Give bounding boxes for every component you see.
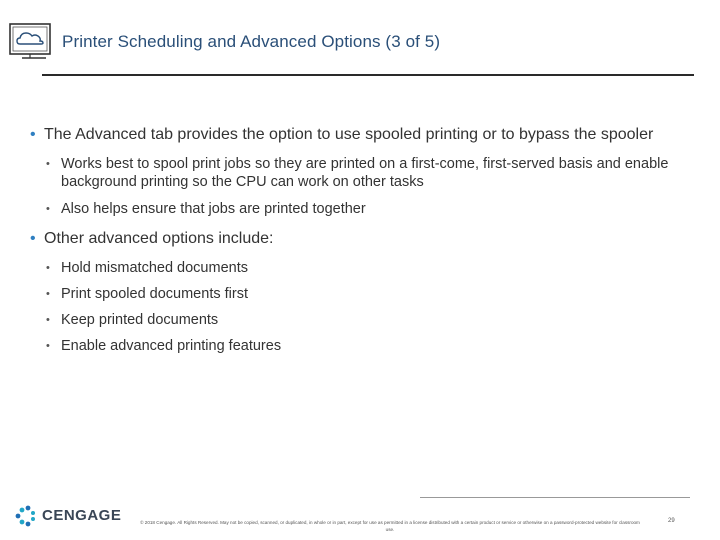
sub-bullet-text: Hold mismatched documents <box>61 260 248 276</box>
bullet-2-sublist <box>30 259 695 355</box>
sub-bullet-dot-icon: • <box>46 262 50 274</box>
sub-bullet <box>30 259 695 277</box>
copyright-notice: © 2018 Cengage. All Rights Reserved. May not be copied, scanned, or duplicated, in whole or in part, except for use as permitted in a license distributed with a certain product or service or otherwise on a password-protected website for classroom use. <box>140 520 640 532</box>
sub-bullet <box>30 311 695 329</box>
sub-bullet <box>30 155 695 191</box>
cloud-monitor-icon <box>8 22 54 64</box>
sub-bullet-dot-icon: • <box>46 203 50 215</box>
brand-logo <box>14 505 134 529</box>
sub-bullet-dot-icon: • <box>46 340 50 352</box>
sub-bullet-text: Also helps ensure that jobs are printed together <box>61 201 366 217</box>
sub-bullet <box>30 285 695 303</box>
sub-bullet-text: Print spooled documents first <box>61 286 248 302</box>
bullet-dot-icon: • <box>30 126 36 143</box>
sub-bullet-text: Keep printed documents <box>61 312 219 328</box>
sub-bullet-text: Enable advanced printing features <box>61 338 282 354</box>
bullet-2-text: Other advanced options include: <box>44 230 274 247</box>
sub-bullet-dot-icon: • <box>46 314 50 326</box>
slide-content <box>30 124 695 365</box>
footer-divider <box>420 497 690 498</box>
cengage-logo-icon <box>14 505 36 527</box>
sub-bullet <box>30 200 695 218</box>
bullet-1-sublist <box>30 155 695 218</box>
sub-bullet-dot-icon: • <box>46 288 50 300</box>
title-divider <box>42 74 694 76</box>
sub-bullet <box>30 337 695 355</box>
sub-bullet-text: Works best to spool print jobs so they are printed on a first-come, first-served basis and enable background printing so the CPU can work on other tasks <box>61 156 669 190</box>
brand-name: CENGAGE <box>42 507 122 524</box>
sub-bullet-dot-icon: • <box>46 158 50 170</box>
page-title: Printer Scheduling and Advanced Options (3 of 5) <box>62 32 441 51</box>
bullet-dot-icon: • <box>30 230 36 247</box>
bullet-1-text: The Advanced tab provides the option to use spooled printing or to bypass the spooler <box>44 126 654 143</box>
bullet-1 <box>30 124 695 145</box>
bullet-2 <box>30 228 695 249</box>
page-number: 29 <box>668 518 675 524</box>
